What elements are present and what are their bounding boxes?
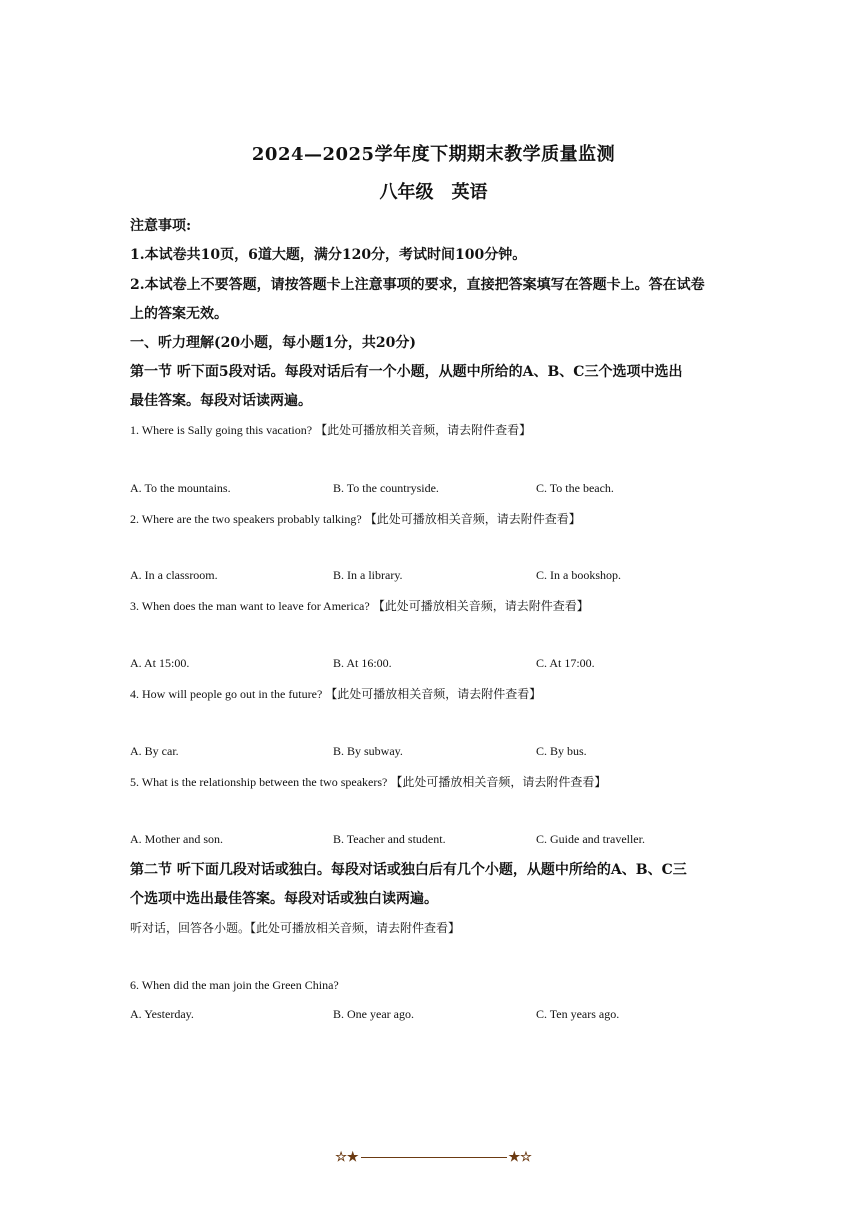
question-5: 5. What is the relationship between the two speakers? 【此处可播放相关音频，请去附件查看】 <box>130 775 607 789</box>
question-2: 2. Where are the two speakers probably talking? 【此处可播放相关音频，请去附件查看】 <box>130 512 581 526</box>
footer-rule <box>361 1157 507 1158</box>
question-1: 1. Where is Sally going this vacation? 【此处可播放相关音频，请去附件查看】 <box>130 423 532 437</box>
notes-heading: 注意事项: <box>130 218 192 234</box>
exam-title: 2024—2025学年度下期期末教学质量监测 <box>251 144 616 165</box>
listening-instruction: 听对话，回答各小题。【此处可播放相关音频，请去附件查看】 <box>130 921 461 935</box>
notes-item-2-line-1: 2.本试卷上不要答题，请按答题卡上注意事项的要求，直接把答案填写在答题卡上。答在试卷 <box>130 277 705 293</box>
q6-option-a: A. Yesterday. <box>130 1007 194 1021</box>
footer-stars-left: ☆★ <box>335 1150 359 1165</box>
q4-option-b: B. By subway. <box>333 744 403 758</box>
q3-option-b: B. At 16:00. <box>333 656 392 670</box>
part-1-instructions-line-1: 第一节 听下面5段对话。每段对话后有一个小题，从题中所给的A、B、C三个选项中选出 <box>130 364 683 380</box>
q6-option-b: B. One year ago. <box>333 1007 414 1021</box>
grade-label: 八年级 <box>379 182 434 203</box>
section-1-heading: 一、听力理解(20小题，每小题1分，共20分) <box>130 335 416 351</box>
notes-item-2-line-2: 上的答案无效。 <box>130 306 228 322</box>
part-2-instructions-line-1: 第二节 听下面几段对话或独白。每段对话或独白后有几个小题，从题中所给的A、B、C三 <box>130 862 687 878</box>
q1-option-b: B. To the countryside. <box>333 481 439 495</box>
question-4: 4. How will people go out in the future? 【此处可播放相关音频，请去附件查看】 <box>130 687 542 701</box>
q2-option-b: B. In a library. <box>333 568 403 582</box>
q4-option-a: A. By car. <box>130 744 179 758</box>
question-6: 6. When did the man join the Green China? <box>130 978 339 992</box>
exam-subtitle <box>0 178 867 204</box>
q3-option-a: A. At 15:00. <box>130 656 190 670</box>
q2-option-c: C. In a bookshop. <box>536 568 621 582</box>
part-1-instructions-line-2: 最佳答案。每段对话读两遍。 <box>130 393 312 409</box>
question-3: 3. When does the man want to leave for America? 【此处可播放相关音频，请去附件查看】 <box>130 599 589 613</box>
q5-option-c: C. Guide and traveller. <box>536 832 645 846</box>
footer-stars-right: ★☆ <box>508 1150 532 1165</box>
q5-option-a: A. Mother and son. <box>130 832 223 846</box>
subject-label: 英语 <box>451 182 488 203</box>
q3-option-c: C. At 17:00. <box>536 656 595 670</box>
q5-option-b: B. Teacher and student. <box>333 832 446 846</box>
q4-option-c: C. By bus. <box>536 744 587 758</box>
q1-option-a: A. To the mountains. <box>130 481 231 495</box>
q1-option-c: C. To the beach. <box>536 481 614 495</box>
part-2-instructions-line-2: 个选项中选出最佳答案。每段对话或独白读两遍。 <box>130 891 438 907</box>
footer-ornament <box>0 1150 867 1165</box>
q2-option-a: A. In a classroom. <box>130 568 218 582</box>
notes-item-1: 1.本试卷共10页，6道大题，满分120分，考试时间100分钟。 <box>130 247 527 263</box>
q6-option-c: C. Ten years ago. <box>536 1007 620 1021</box>
